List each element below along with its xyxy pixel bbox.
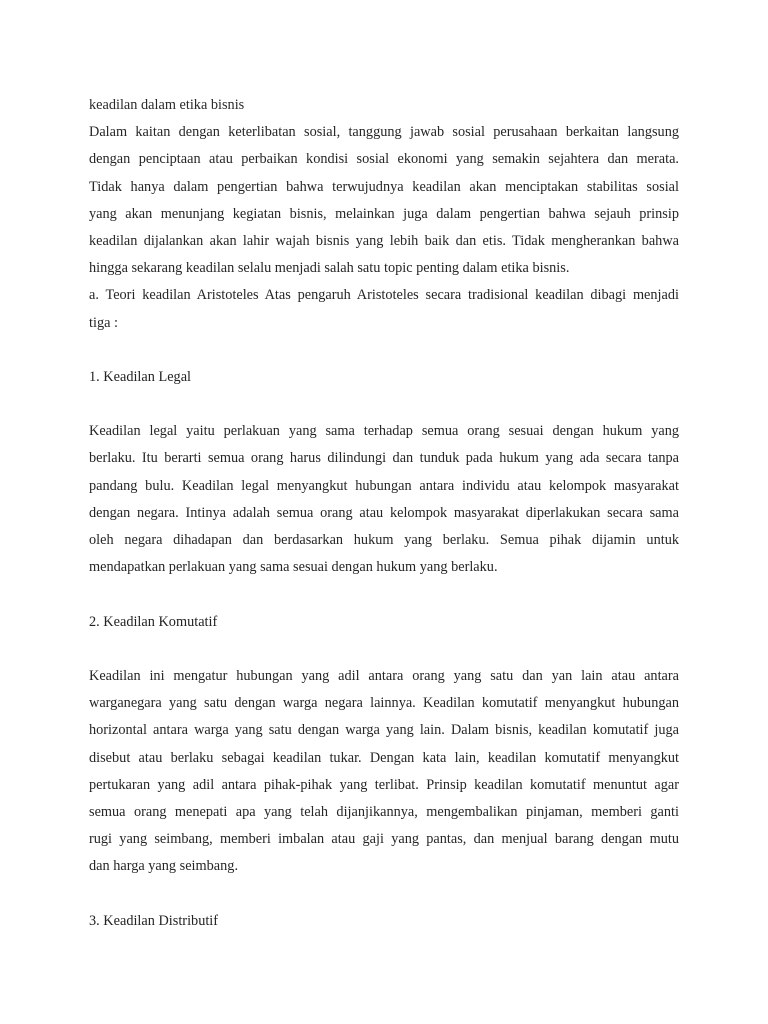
spacer: [89, 337, 679, 364]
paragraph-line: yang akan menunjang kegiatan bisnis, melainkan juga dalam pengertian bahwa sejauh prinsip: [89, 205, 679, 222]
paragraph-line: Keadilan legal yaitu perlakuan yang sama terhadap semua orang sesuai dengan hukum yang: [89, 423, 679, 440]
section-heading-legal: 1. Keadilan Legal: [89, 368, 192, 385]
spacer: [89, 581, 679, 608]
paragraph-line: oleh negara dihadapan dan berdasarkan hukum yang berlaku. Semua pihak dijamin untuk: [89, 532, 679, 548]
paragraph-line: mendapatkan perlakuan yang sama sesuai dengan hukum yang berlaku.: [89, 559, 498, 576]
theory-paragraph: [89, 282, 679, 336]
komutatif-paragraph: [89, 663, 679, 881]
paragraph-line: a. Teori keadilan Aristoteles Atas pengaruh Aristoteles secara tradisional keadilan dibagi menjadi: [89, 287, 679, 304]
paragraph-line: rugi yang seimbang, memberi imbalan atau gaji yang pantas, dan menjual barang dengan mutu: [89, 831, 679, 848]
spacer: [89, 880, 679, 907]
spacer: [89, 391, 679, 418]
paragraph-line: dan harga yang seimbang.: [89, 858, 239, 875]
paragraph-line: horizontal antara warga yang satu dengan warga yang lain. Dalam bisnis, keadilan komutatif juga: [89, 722, 679, 739]
paragraph-line: semua orang menepati apa yang telah dijanjikannya, mengembalikan pinjaman, memberi ganti: [89, 803, 679, 820]
section-heading-komutatif: 2. Keadilan Komutatif: [89, 613, 218, 630]
paragraph-line: warganegara yang satu dengan warga negara lainnya. Keadilan komutatif menyangkut hubungan: [89, 695, 679, 712]
section-heading-distributif: 3. Keadilan Distributif: [89, 912, 219, 929]
paragraph-line: pertukaran yang adil antara pihak-pihak yang terlibat. Prinsip keadilan komutatif menuntut agar: [89, 776, 679, 793]
paragraph-line: tiga :: [89, 314, 118, 331]
intro-paragraph: [89, 119, 679, 282]
paragraph-line: dengan penciptaan atau perbaikan kondisi sosial ekonomi yang semakin sejahtera dan merata.: [89, 151, 679, 168]
paragraph-line: dengan negara. Intinya adalah semua orang atau kelompok masyarakat diperlakukan secara sama: [89, 504, 679, 521]
legal-paragraph: [89, 418, 679, 581]
paragraph-line: Dalam kaitan dengan keterlibatan sosial, tanggung jawab sosial perusahaan berkaitan langsung: [89, 124, 679, 141]
paragraph-line: disebut atau berlaku sebagai keadilan tukar. Dengan kata lain, keadilan komutatif menyangkut: [89, 749, 679, 766]
document-title: keadilan dalam etika bisnis: [89, 97, 245, 113]
spacer: [89, 636, 679, 663]
paragraph-line: Keadilan ini mengatur hubungan yang adil antara orang yang satu dan yan lain atau antara: [89, 667, 679, 684]
paragraph-line: keadilan dijalankan akan lahir wajah bisnis yang lebih baik dan etis. Tidak mengherankan bahwa: [89, 232, 679, 249]
document-body: [89, 92, 679, 935]
paragraph-line: hingga sekarang keadilan selalu menjadi salah satu topic penting dalam etika bisnis.: [89, 260, 570, 277]
paragraph-line: pandang bulu. Keadilan legal menyangkut hubungan antara individu atau kelompok masyarakat: [89, 477, 679, 494]
paragraph-line: Tidak hanya dalam pengertian bahwa terwujudnya keadilan akan menciptakan stabilitas sosial: [89, 178, 679, 195]
paragraph-line: berlaku. Itu berarti semua orang harus dilindungi dan tunduk pada hukum yang ada secara tanpa: [89, 450, 679, 467]
